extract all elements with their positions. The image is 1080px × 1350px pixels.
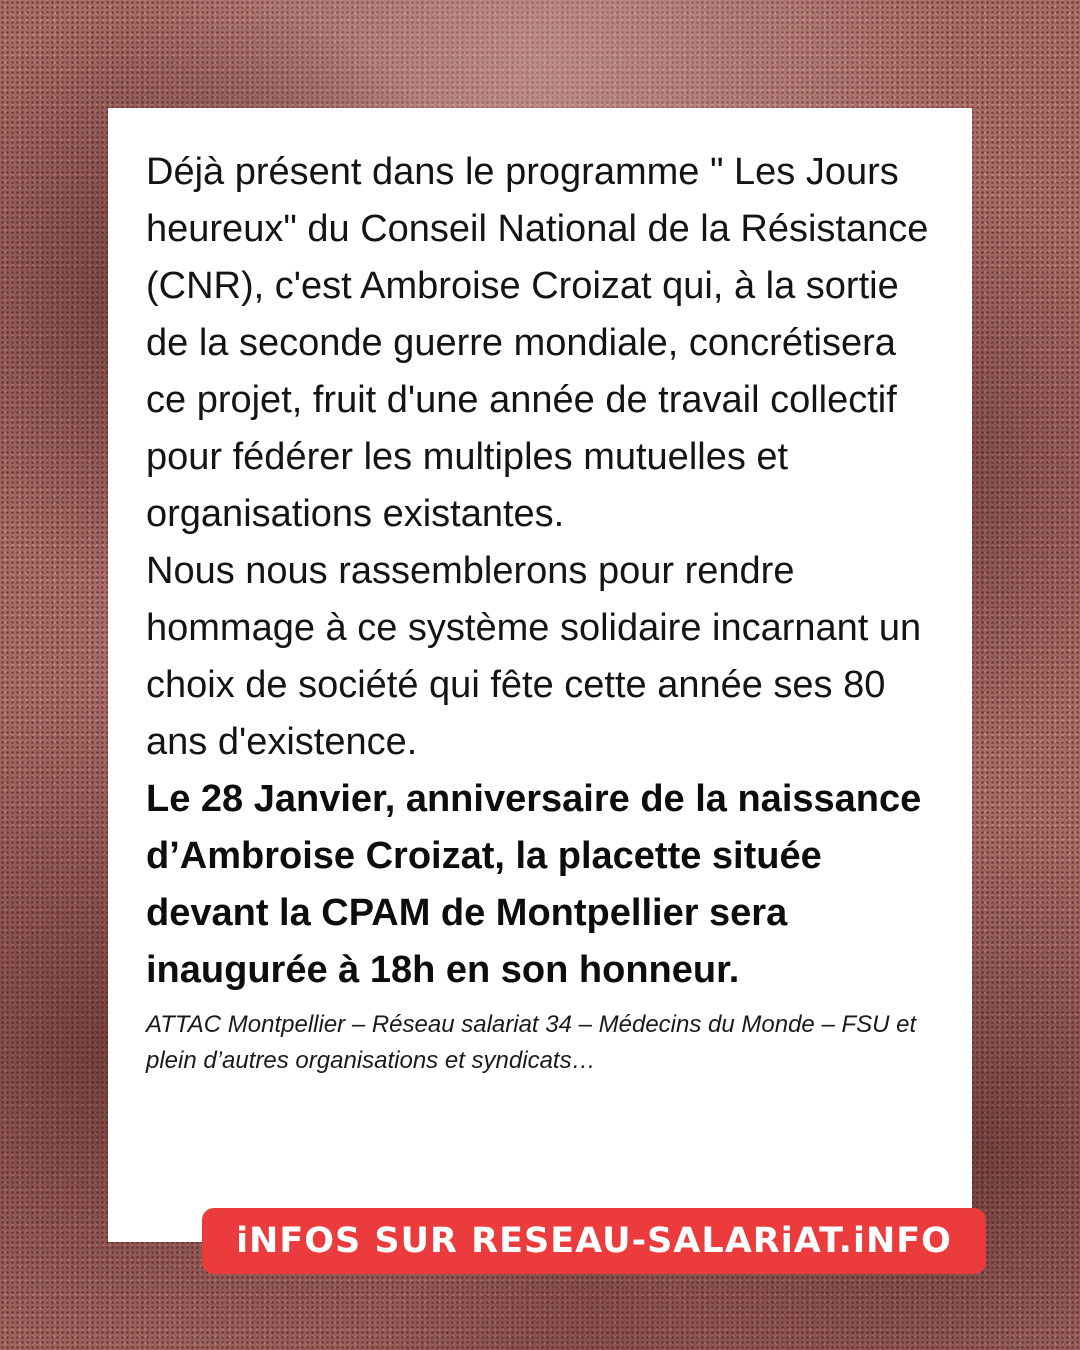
info-website-banner[interactable]: iNFOS SUR RESEAU-SALARiAT.iNFO bbox=[202, 1208, 986, 1274]
organizers-list: ATTAC Montpellier – Réseau salariat 34 – Médecins du Monde – FSU et plein d’autres organisations et syndicats… bbox=[146, 1011, 917, 1074]
tribute-paragraph: Nous nous rassemblerons pour rendre hommage à ce système solidaire incarnant un choix de société qui fête cette année ses 80 ans d'existence. bbox=[146, 550, 922, 763]
event-announcement: Le 28 Janvier, anniversaire de la naissance d’Ambroise Croizat, la placette située devant la CPAM de Montpellier sera inaugurée à 18h en son honneur. bbox=[146, 778, 922, 991]
text-card bbox=[108, 108, 972, 1242]
intro-paragraph: Déjà présent dans le programme " Les Jours heureux" du Conseil National de la Résistance (CNR), c'est Ambroise Croizat qui, à la sortie de la seconde guerre mondiale, concrétisera ce projet, fruit d'une année de travail collectif pour fédérer les multiples mutuelles et organisations existantes. bbox=[146, 151, 929, 535]
